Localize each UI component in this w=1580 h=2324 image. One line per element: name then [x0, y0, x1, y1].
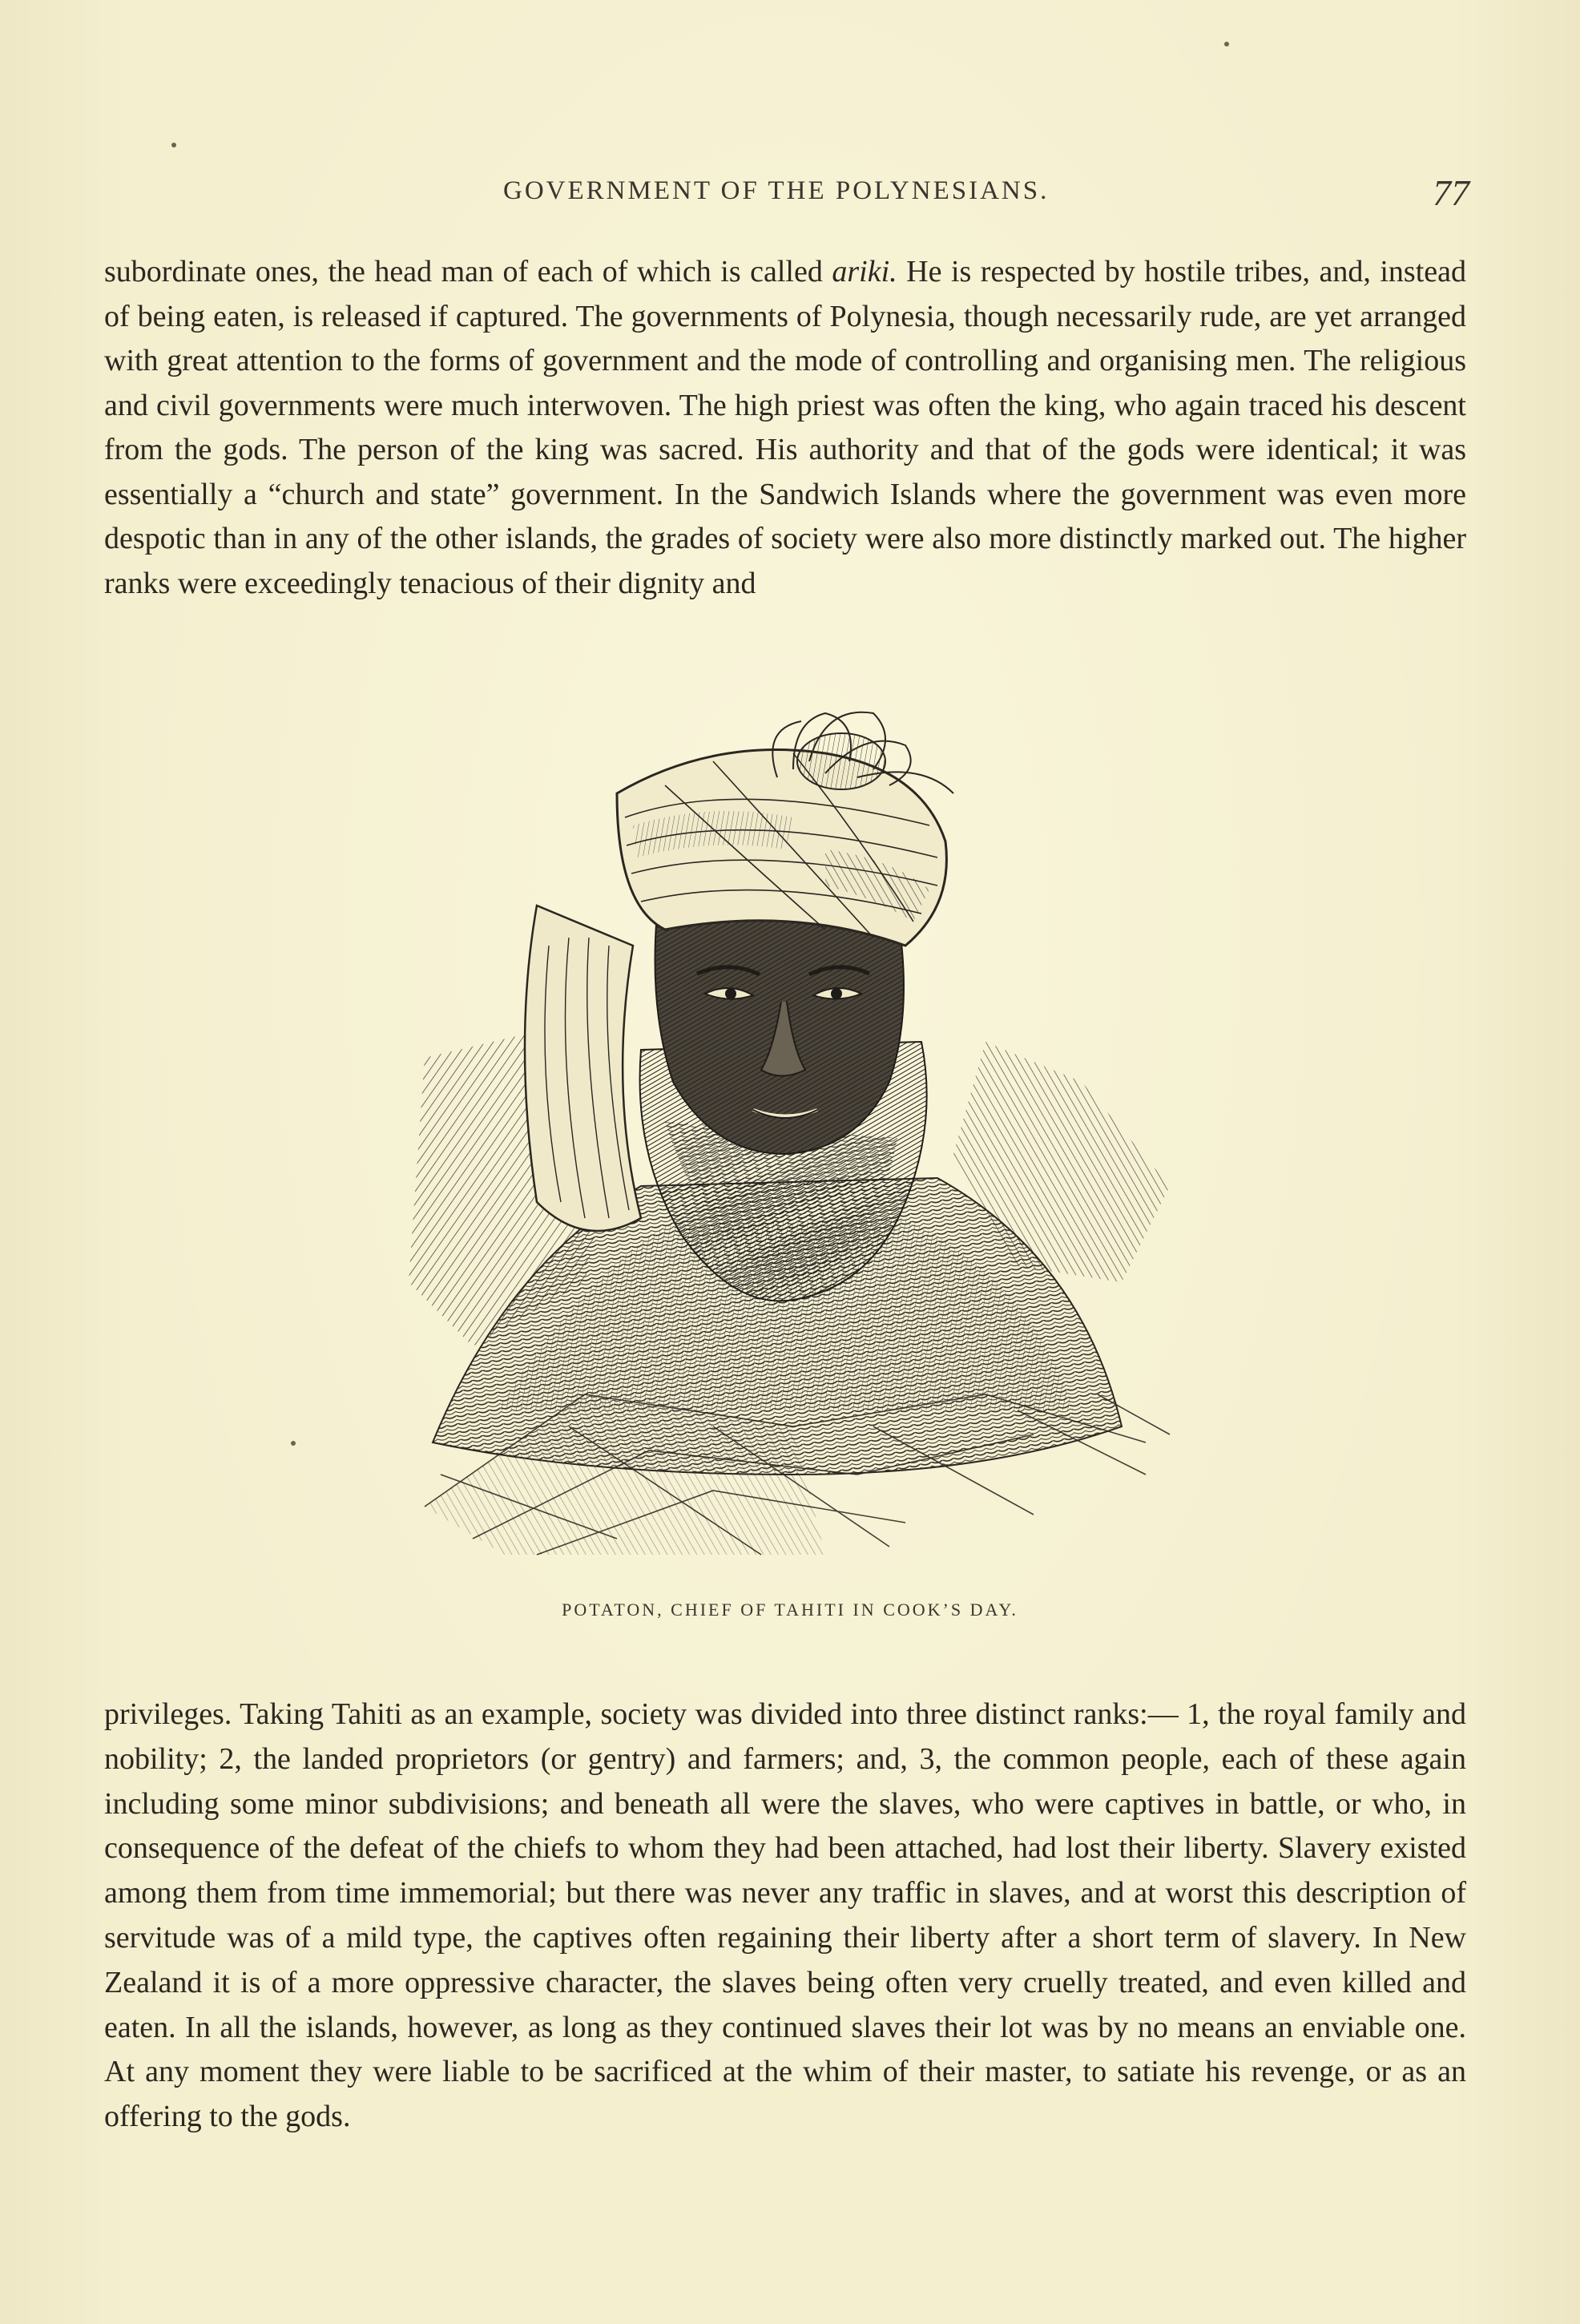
- paper-speck: [291, 1441, 296, 1446]
- italic-term-ariki: ariki.: [832, 255, 897, 288]
- paragraph-bottom: privileges. Taking Tahiti as an example, society was divided into three distinct ranks:— 1, the royal family and nobility; 2, the landed proprietors (or gentry) and farmers; and, 3, the common people, each of these again including some minor subdivisions; and beneath all were the slaves, who were captives in battle, or who, in consequence of the defeat of the chiefs to whom they had been attached, had lost their liberty. Slavery existed among them from time immemorial; but there was never any traffic in slaves, and at worst this description of servitude was of a mild type, the captives often regaining their liberty after a short term of slavery. In New Zealand it is of a more oppressive character, the slaves being often very cruelly treated, and even killed and eaten. In all the islands, however, as long as they continued slaves their lot was by no means an enviable one. At any moment they were liable to be sacrificed at the whim of their master, to satiate his revenge, or as an offering to the gods.: [104, 1697, 1466, 2134]
- running-head: [0, 171, 1580, 212]
- chief-portrait-illustration: [377, 705, 1218, 1579]
- running-title: GOVERNMENT OF THE POLYNESIANS.: [503, 176, 1050, 205]
- paragraph-top-text-rest: He is respected by hostile tribes, and, instead of being eaten, is released if captured. The governments of Polynesia, though necessarily rude, are yet arranged with great attention to the forms of government and the mode of controlling and organising men. The religious and civil governments were much interwoven. The high priest was often the king, who again traced his descent from the gods. The person of the king was sacred. His authority and that of the gods were identical; it was essentially a “church and state” government. In the Sandwich Islands where the government was even more despotic than in any of the other islands, the grades of society were also more distinctly marked out. The higher ranks were exceedingly tenacious of their dignity and: [104, 255, 1467, 600]
- engraving-portrait: [377, 705, 1218, 1579]
- figure-caption: POTATON, CHIEF OF TAHITI IN COOK’S DAY.: [562, 1600, 1018, 1620]
- paragraph-top-text-start: subordinate ones, the head man of each of which is called: [104, 255, 832, 288]
- paper-speck: [171, 143, 176, 147]
- paper-speck: [1224, 42, 1229, 46]
- paragraph-top: [104, 250, 1466, 606]
- page-number: 77: [1433, 172, 1469, 213]
